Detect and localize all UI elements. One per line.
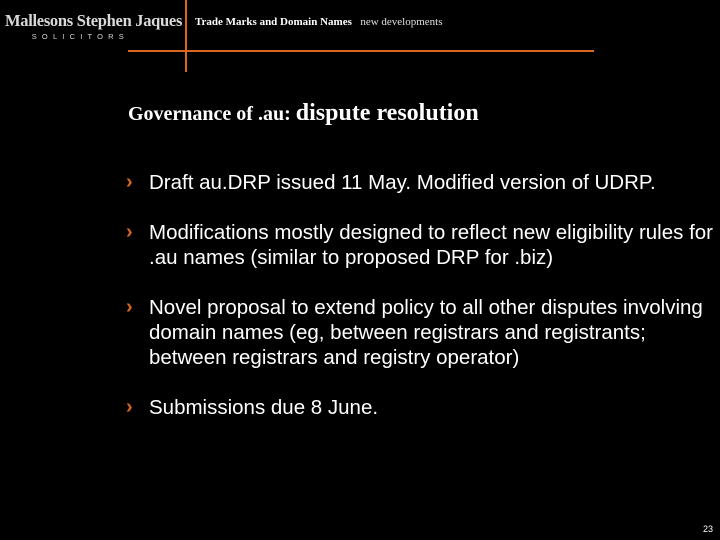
bullet-text: Draft au.DRP issued 11 May. Modified version of UDRP.	[149, 171, 656, 194]
bullet-chevron-icon: ›	[126, 221, 133, 243]
logo-subtitle: SOLICITORS	[31, 32, 129, 41]
bullet-chevron-icon: ›	[126, 396, 133, 418]
logo-name: Mallesons Stephen Jaques	[5, 11, 183, 30]
bullet-item	[118, 395, 713, 420]
slide-title-part1: Governance of .au:	[128, 103, 296, 125]
bullet-text: Novel proposal to extend policy to all other disputes involving domain names (eg, between registrars and registrants; between registrars and registry operator)	[149, 296, 703, 369]
header-subtitle: new developments	[360, 16, 443, 28]
bullet-chevron-icon: ›	[126, 171, 133, 193]
bullet-text: Submissions due 8 June.	[149, 396, 379, 419]
header-horizontal-divider	[128, 50, 594, 52]
bullet-item	[118, 220, 713, 270]
bullet-list	[118, 170, 713, 445]
page-number: 23	[702, 524, 713, 534]
bullet-chevron-icon: ›	[126, 296, 133, 318]
header-title	[195, 12, 443, 30]
slide-title	[128, 100, 479, 127]
bullet-text: Modifications mostly designed to reflect new eligibility rules for .au names (similar to proposed DRP for .biz)	[149, 221, 714, 269]
slide-title-part2: dispute resolution	[295, 100, 479, 126]
bullet-item	[118, 170, 713, 195]
bullet-item	[118, 295, 713, 370]
header-main-title: Trade Marks and Domain Names	[195, 16, 352, 28]
header-vertical-divider	[185, 0, 187, 72]
firm-logo	[5, 11, 183, 41]
